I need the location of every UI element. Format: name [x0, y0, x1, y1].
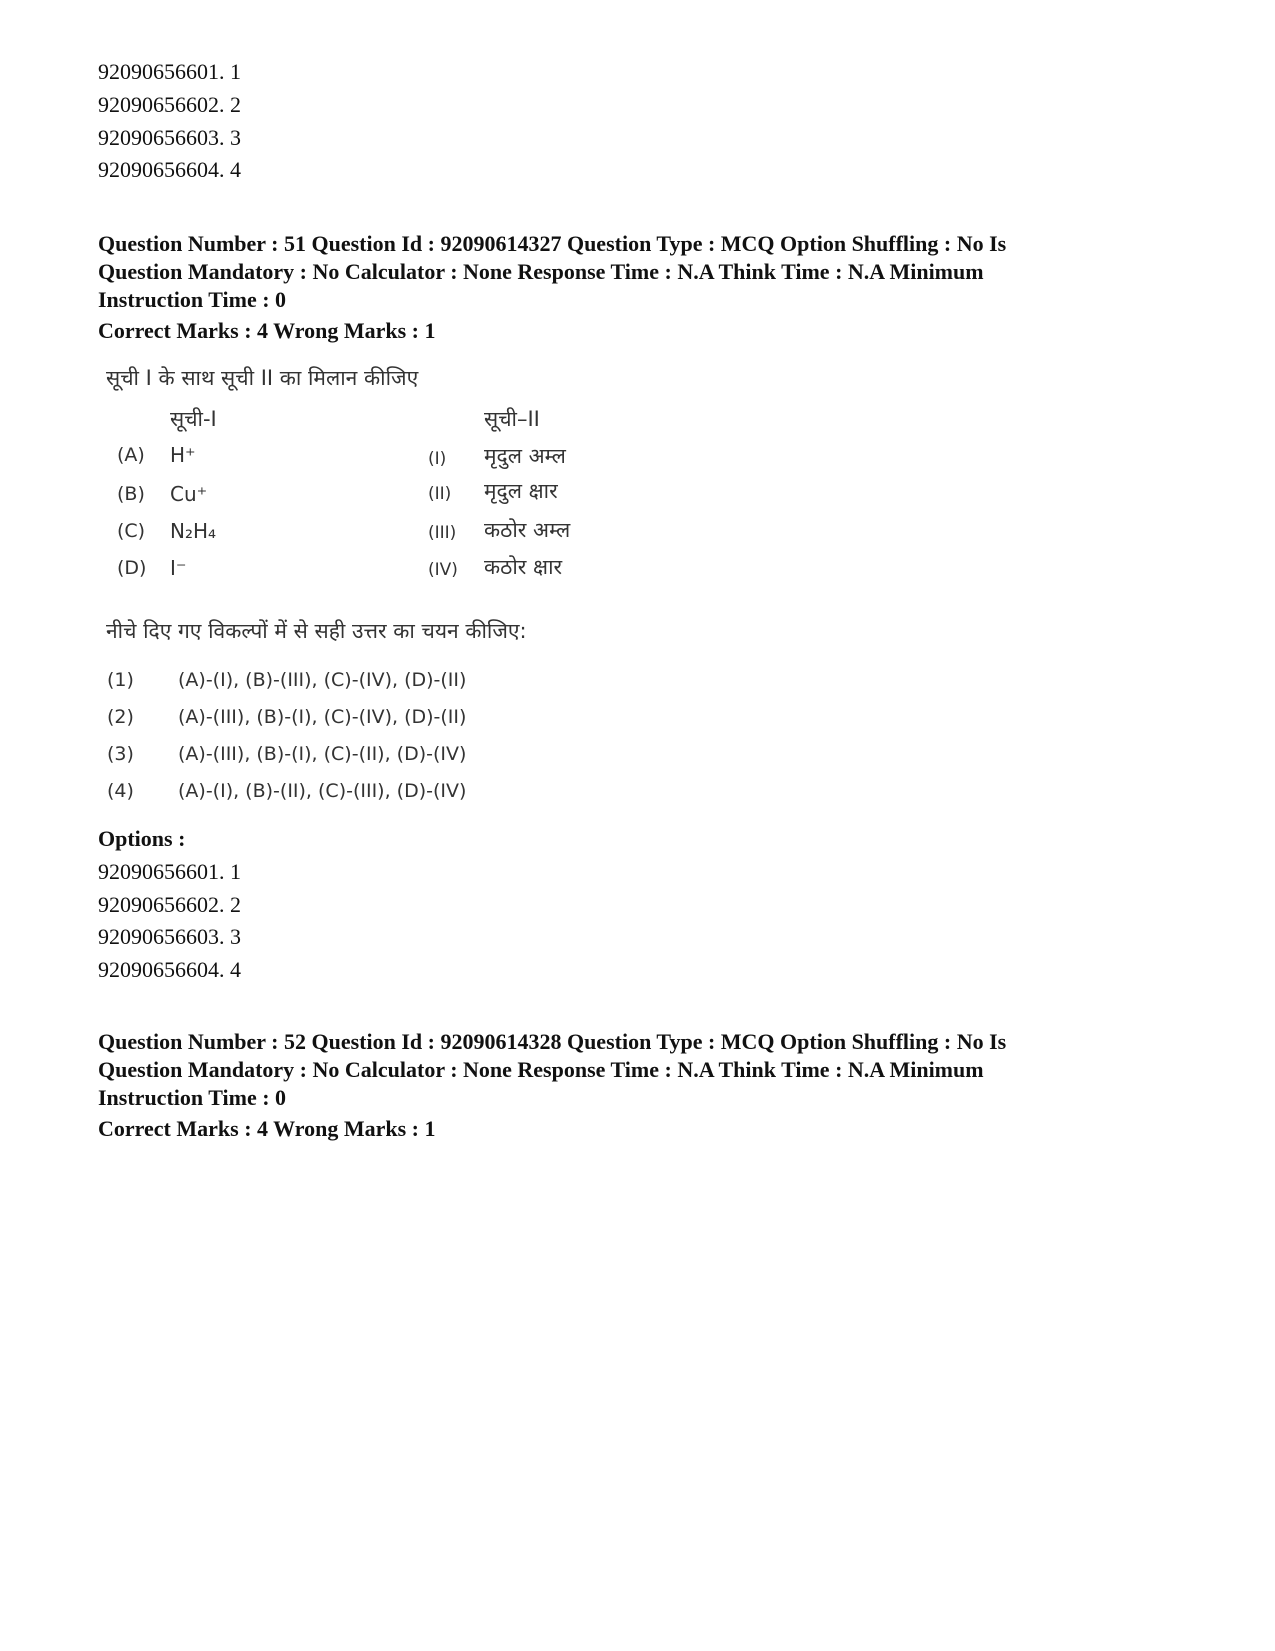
choice-text: (A)-(III), (B)-(I), (C)-(IV), (D)-(II) — [178, 706, 467, 728]
list2-item: मृदुल अम्ल — [484, 444, 566, 468]
header-line: Question Number : 51 Question Id : 92090614327 Question Type : MCQ Option Shuffling : No Is — [98, 231, 1007, 256]
marks-line: Correct Marks : 4 Wrong Marks : 1 — [98, 318, 436, 343]
option-line: 92090656604. 4 — [98, 957, 241, 982]
list1-label: (C) — [117, 520, 146, 542]
header-line: Question Mandatory : No Calculator : None Response Time : N.A Think Time : N.A Minimum — [98, 259, 984, 284]
list1-label: (D) — [117, 557, 147, 579]
option-line: 92090656601. 1 — [98, 859, 241, 884]
option-line: 92090656602. 2 — [98, 892, 241, 917]
list1-heading: सूची-I — [170, 407, 217, 431]
list2-item: कठोर क्षार — [484, 555, 563, 579]
list2-item: मृदुल क्षार — [484, 479, 558, 503]
header-line: Instruction Time : 0 — [98, 287, 287, 312]
option-line: 92090656604. 4 — [98, 157, 241, 182]
choose-instruction: नीचे दिए गए विकल्पों में से सही उत्तर का चयन कीजिए: — [106, 619, 527, 643]
option-line: 92090656603. 3 — [98, 125, 241, 150]
choice-text: (A)-(I), (B)-(III), (C)-(IV), (D)-(II) — [178, 669, 467, 691]
marks-line: Correct Marks : 4 Wrong Marks : 1 — [98, 1116, 436, 1141]
choice-number: (1) — [107, 669, 134, 691]
list2-label: (I) — [428, 449, 447, 469]
options-label: Options : — [98, 826, 186, 851]
list2-label: (II) — [428, 484, 452, 504]
list2-label: (III) — [428, 523, 457, 543]
question-instruction: सूची I के साथ सूची II का मिलान कीजिए — [106, 366, 419, 390]
list2-heading: सूची–II — [484, 407, 540, 431]
question-header — [98, 230, 1178, 314]
choice-text: (A)-(III), (B)-(I), (C)-(II), (D)-(IV) — [178, 743, 467, 765]
choice-number: (2) — [107, 706, 134, 728]
list1-label: (A) — [117, 444, 145, 466]
header-line: Question Number : 52 Question Id : 92090614328 Question Type : MCQ Option Shuffling : No Is — [98, 1029, 1007, 1054]
option-line: 92090656601. 1 — [98, 59, 241, 84]
option-line: 92090656603. 3 — [98, 924, 241, 949]
list1-label: (B) — [117, 483, 145, 505]
list2-label: (IV) — [428, 560, 458, 580]
choice-number: (4) — [107, 780, 134, 802]
list1-item: Cu⁺ — [170, 482, 208, 506]
choice-number: (3) — [107, 743, 134, 765]
option-line: 92090656602. 2 — [98, 92, 241, 117]
choice-text: (A)-(I), (B)-(II), (C)-(III), (D)-(IV) — [178, 780, 467, 802]
list1-item: I⁻ — [170, 556, 187, 580]
list1-item: H⁺ — [170, 443, 196, 467]
question-header — [98, 1028, 1178, 1112]
list1-item: N₂H₄ — [170, 519, 217, 543]
list2-item: कठोर अम्ल — [484, 518, 571, 542]
header-line: Instruction Time : 0 — [98, 1085, 287, 1110]
header-line: Question Mandatory : No Calculator : None Response Time : N.A Think Time : N.A Minimum — [98, 1057, 984, 1082]
